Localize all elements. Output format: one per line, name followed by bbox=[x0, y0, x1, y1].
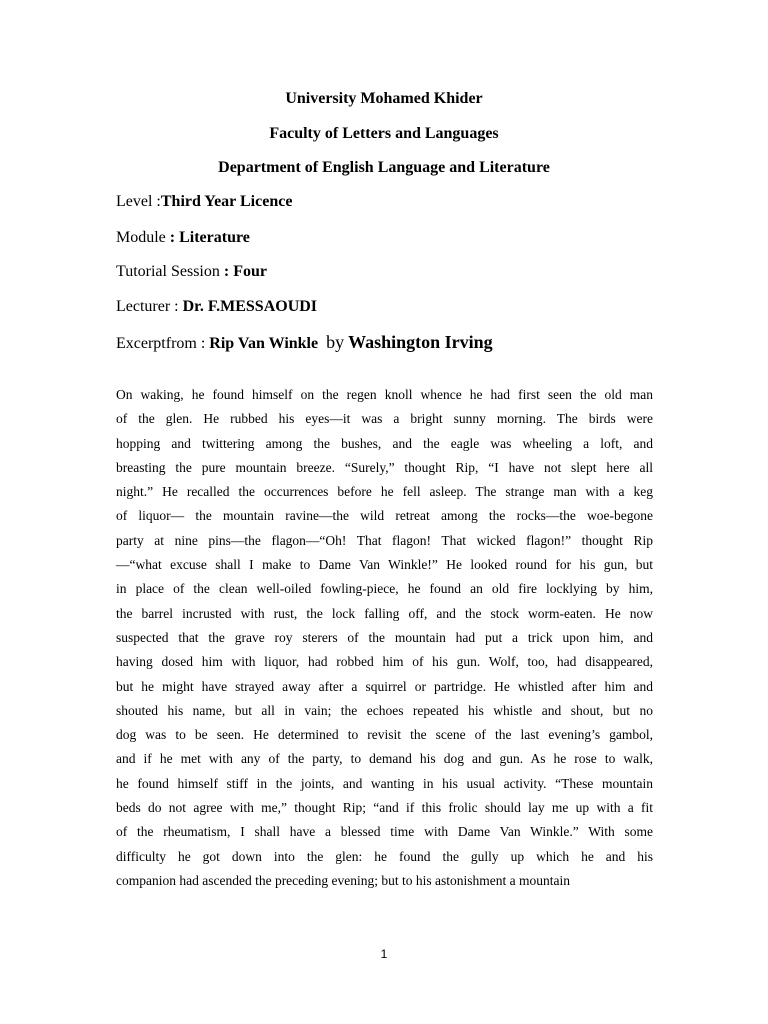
body-line: night.” He recalled the occurrences before he fell asleep. The strange man with a keg bbox=[116, 484, 653, 500]
body-line: having dosed him with liquor, had robbed him of his gun. Wolf, too, had disappeared, bbox=[116, 654, 653, 670]
level-line bbox=[116, 192, 292, 212]
lecturer-line bbox=[116, 297, 317, 317]
body-line: of liquor— the mountain ravine—the wild retreat among the rocks—the woe-begone bbox=[116, 508, 653, 524]
body-line: beds do not agree with me,” thought Rip; “and if this frolic should lay me up with a fit bbox=[116, 800, 653, 816]
session-line bbox=[116, 262, 267, 282]
body-line: and if he met with any of the party, to demand his dog and gun. As he rose to walk, bbox=[116, 751, 653, 767]
excerpt-by: by bbox=[326, 332, 345, 352]
body-line: breasting the pure mountain breeze. “Surely,” thought Rip, “I have not slept here all bbox=[116, 459, 653, 475]
body-line: the barrel incrusted with rust, the lock falling off, and the stock worm-eaten. He now bbox=[116, 605, 653, 621]
body-line: of the rheumatism, I shall have a blessed time with Dame Van Winkle.” With some bbox=[116, 824, 653, 840]
excerpt-line bbox=[116, 331, 493, 355]
level-value: Third Year Licence bbox=[160, 193, 293, 210]
faculty-heading: Faculty of Letters and Languages bbox=[269, 125, 499, 142]
module-line bbox=[116, 228, 250, 248]
body-line: —“what excuse shall I make to Dame Van Winkle!” He looked round for his gun, but bbox=[116, 557, 653, 573]
body-line: hopping and twittering among the bushes, and the eagle was wheeling a loft, and bbox=[116, 435, 653, 451]
body-line: suspected that the grave roy sterers of the mountain had put a trick upon him, and bbox=[116, 629, 653, 645]
department-heading: Department of English Language and Literature bbox=[218, 159, 550, 176]
excerpt-label: Excerptfrom : bbox=[116, 335, 210, 352]
excerpt-title: Rip Van Winkle bbox=[209, 335, 319, 352]
module-label: Module bbox=[116, 229, 170, 246]
body-line: in place of the clean well-oiled fowling-piece, he found an old fire locklying by him, bbox=[116, 581, 653, 597]
session-label: Tutorial Session bbox=[116, 263, 224, 280]
session-value: : Four bbox=[223, 263, 267, 280]
body-line: party at nine pins—the flagon—“Oh! That flagon! That wicked flagon!” thought Rip bbox=[116, 532, 653, 548]
page-number: 1 bbox=[380, 947, 388, 961]
body-line: shouted his name, but all in vain; the echoes repeated his whistle and shout, but no bbox=[116, 702, 653, 718]
module-value: : Literature bbox=[169, 229, 250, 246]
body-line: of the glen. He rubbed his eyes—it was a bright sunny morning. The birds were bbox=[116, 411, 653, 427]
lecturer-label: Lecturer : bbox=[116, 298, 183, 315]
lecturer-value: Dr. F.MESSAOUDI bbox=[182, 298, 318, 315]
body-line: difficulty he got down into the glen: he found the gully up which he and his bbox=[116, 848, 653, 864]
excerpt-author: Washington Irving bbox=[348, 332, 493, 352]
body-line: companion had ascended the preceding evening; but to his astonishment a mountain bbox=[116, 872, 571, 888]
university-heading: University Mohamed Khider bbox=[285, 90, 483, 107]
body-line: but he might have strayed away after a squirrel or partridge. He whistled after him and bbox=[116, 678, 653, 694]
body-line: he found himself stiff in the joints, and wanting in his usual activity. “These mountain bbox=[116, 775, 653, 791]
body-line: dog was to be seen. He determined to revisit the scene of the last evening’s gambol, bbox=[116, 727, 653, 743]
level-label: Level : bbox=[116, 193, 161, 210]
excerpt-body bbox=[116, 383, 653, 893]
body-line: On waking, he found himself on the regen knoll whence he had first seen the old man bbox=[116, 387, 653, 402]
